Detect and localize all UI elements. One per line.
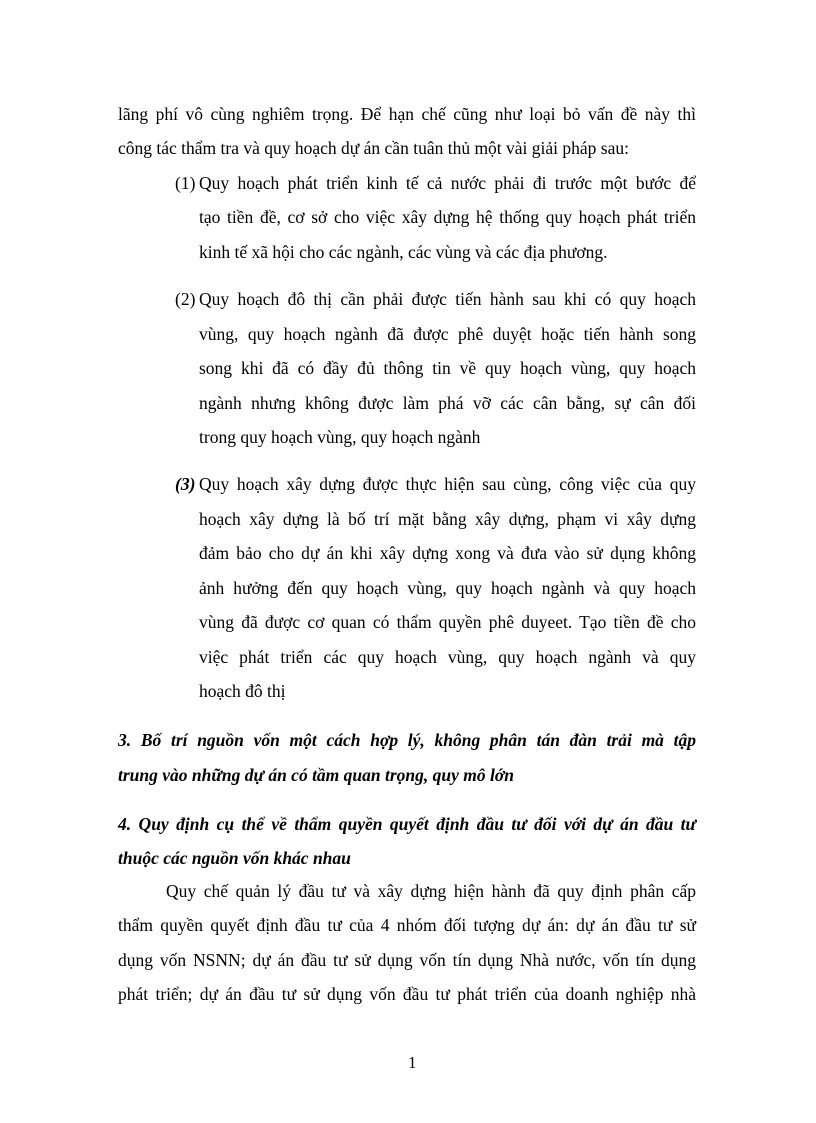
- item-3-number: (3): [175, 474, 196, 494]
- body-line-2: thẩm quyền quyết định đầu tư của 4 nhóm đối tượng dự án: dự án đầu tư sử: [118, 915, 696, 935]
- item-2-line-4: ngành nhưng không được làm phá vỡ các cân bằng, sự cân đối: [199, 393, 696, 413]
- item-1-line-2: tạo tiền đề, cơ sở cho việc xây dựng hệ thống quy hoạch phát triển: [199, 207, 696, 227]
- heading-4-line-1: 4. Quy định cụ thể về thẩm quyền quyết định đầu tư đối với dự án đầu tư: [118, 814, 696, 834]
- page-number: 1: [408, 1053, 417, 1072]
- item-2-number: (2): [175, 289, 196, 309]
- item-3-line-4: ảnh hưởng đến quy hoạch vùng, quy hoạch ngành và quy hoạch: [199, 578, 696, 598]
- heading-3-line-2: trung vào những dự án có tầm quan trọng, quy mô lớn: [118, 765, 515, 785]
- intro-line-1: lãng phí vô cùng nghiêm trọng. Để hạn chế cũng như loại bỏ vấn đề này thì: [118, 104, 696, 124]
- item-3-line-6: việc phát triển các quy hoạch vùng, quy hoạch ngành và quy: [199, 647, 696, 667]
- item-3-line-7: hoạch đô thị: [199, 681, 286, 701]
- body-line-3: dụng vốn NSNN; dự án đầu tư sử dụng vốn tín dụng Nhà nước, vốn tín dụng: [118, 950, 696, 970]
- item-1-line-3: kinh tế xã hội cho các ngành, các vùng và các địa phương.: [199, 242, 608, 262]
- item-3-line-5: vùng đã được cơ quan có thẩm quyền phê duyeet. Tạo tiền đề cho: [199, 612, 696, 632]
- item-2-line-1: Quy hoạch đô thị cần phải được tiến hành sau khi có quy hoạch: [199, 289, 696, 309]
- item-2-line-2: vùng, quy hoạch ngành đã được phê duyệt hoặc tiến hành song: [199, 324, 696, 344]
- item-1-number: (1): [175, 173, 196, 193]
- body-line-1: Quy chế quản lý đầu tư và xây dựng hiện hành đã quy định phân cấp: [166, 881, 696, 901]
- item-3-line-3: đảm bảo cho dự án khi xây dựng xong và đưa vào sử dụng không: [199, 543, 696, 563]
- item-2-line-5: trong quy hoạch vùng, quy hoạch ngành: [199, 427, 481, 447]
- item-2-line-3: song khi đã có đầy đủ thông tin về quy hoạch vùng, quy hoạch: [199, 358, 696, 378]
- item-3-line-1: Quy hoạch xây dựng được thực hiện sau cùng, công việc của quy: [199, 474, 696, 494]
- item-1-line-1: Quy hoạch phát triển kinh tế cả nước phải đi trước một bước để: [199, 173, 696, 193]
- intro-line-2: công tác thẩm tra và quy hoạch dự án cần tuân thủ một vài giải pháp sau:: [118, 138, 629, 158]
- heading-3-line-1: 3. Bố trí nguồn vốn một cách hợp lý, không phân tán đàn trải mà tập: [118, 730, 696, 750]
- heading-4-line-2: thuộc các nguồn vốn khác nhau: [118, 848, 351, 868]
- item-3-line-2: hoạch xây dựng là bố trí mặt bằng xây dựng, phạm vi xây dựng: [199, 509, 696, 529]
- body-line-4: phát triển; dự án đầu tư sử dụng vốn đầu tư phát triển của doanh nghiệp nhà: [118, 984, 696, 1004]
